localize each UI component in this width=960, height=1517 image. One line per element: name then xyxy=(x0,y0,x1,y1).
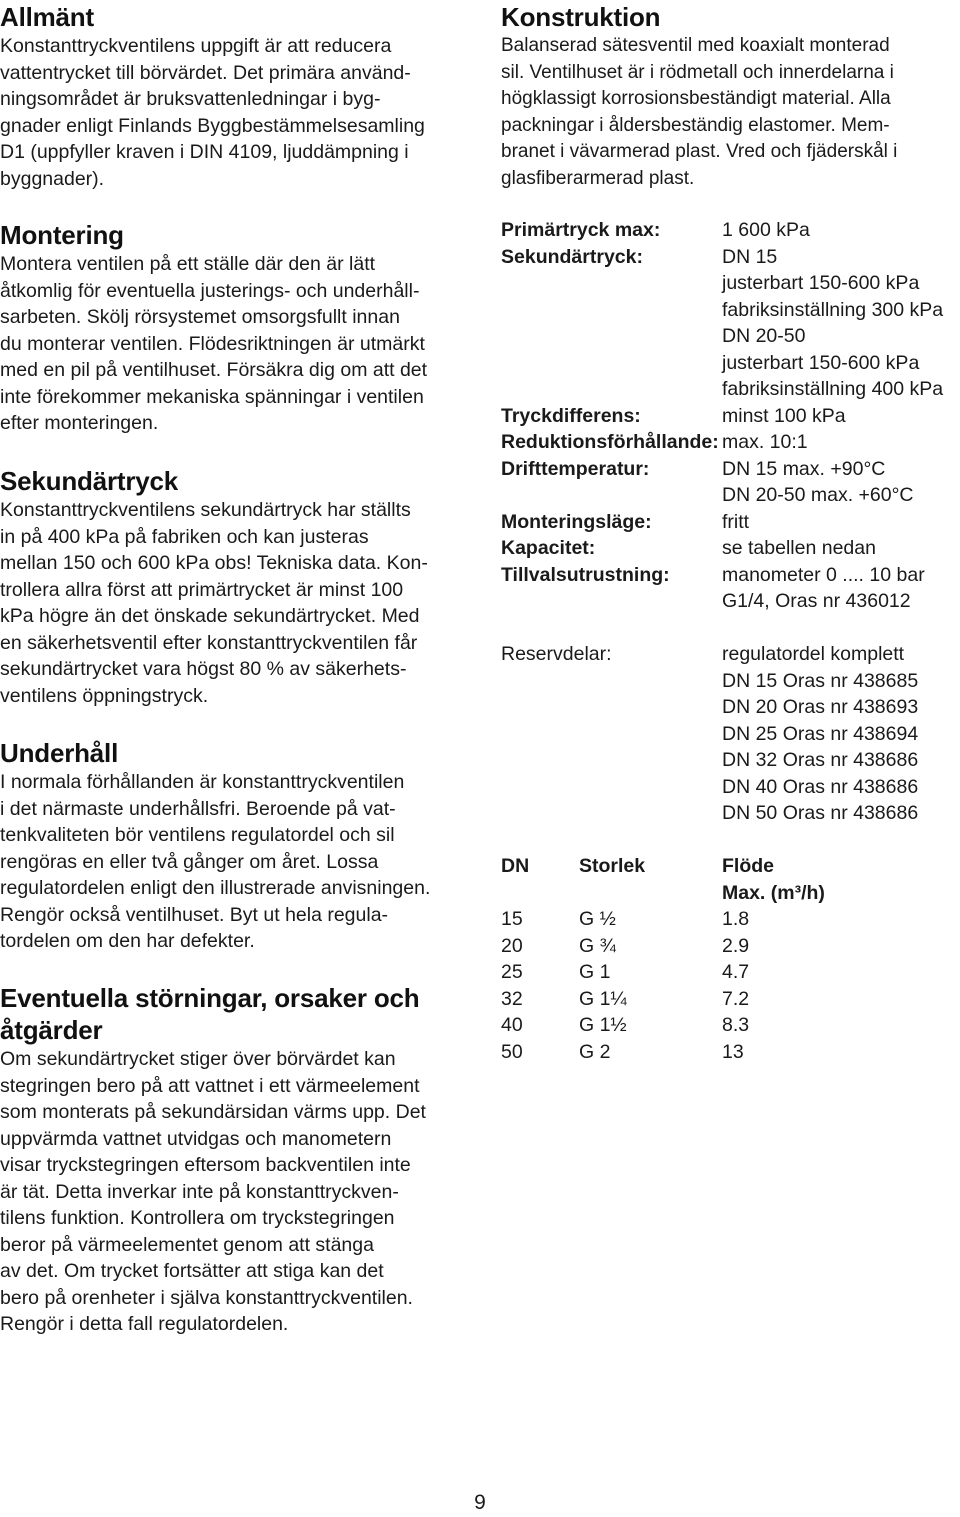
paragraph-montering: Montera ventilen på ett ställe där den är lätt åtkomlig för eventuella justerings- och underhåll- sarbeten. Skölj rörsystemet omsorgsfullt innan du monterar ventilen. Flödesriktningen är utmärkt med en pil på ventilhuset. Försäkra dig om att det inte förekommer mekaniska spänningar i ventilen efter monteringen. xyxy=(0,253,428,434)
table-row xyxy=(501,1039,922,1066)
spec-row-tillvalsutrustning xyxy=(501,562,960,615)
header-flode: Flöde Max. (m³/h) xyxy=(722,855,825,904)
cell-flode: 13 xyxy=(722,1040,744,1063)
flow-table xyxy=(501,853,922,1065)
spec-label: Monteringsläge: xyxy=(501,510,652,533)
heading-sekundartryck: Sekundärtryck xyxy=(0,466,179,496)
paragraph-underhall: I normala förhållanden är konstanttryckventilen i det närmaste underhållsfri. Beroende på vat- tenkvaliteten bör ventilens regulatordel och sil rengöras en eller två gånger om året. Lossa regulatordelen enligt den illustrerade anvisningen. Rengör också ventilhuset. Byt ut hela regula- tordelen om den har defekter. xyxy=(0,771,431,952)
paragraph-storningar: Om sekundärtrycket stiger över börvärdet kan stegringen bero på att vattnet i ett värmeelement som monterats på sekundärsidan värms upp. Det uppvärmda vattnet utvidgas och manometern visar tryckstegringen eftersom backventilen inte är tät. Detta inverkar inte på konstanttryckven- tilens funktion. Kontrollera om tryckstegringen beror på värmeelementet genom att stänga av det. Om trycket fortsätter att stiga kan det bero på orenheter i själva konstanttryckventilen. Rengör i detta fall regulatordelen. xyxy=(0,1048,426,1335)
spec-value: max. 10:1 xyxy=(722,431,808,453)
cell-storlek: G 1¼ xyxy=(579,987,627,1010)
spec-row-drifttemperatur xyxy=(501,456,960,509)
spec-value: manometer 0 .... 10 bar G1/4, Oras nr 436012 xyxy=(722,563,925,612)
cell-flode: 1.8 xyxy=(722,908,750,930)
spec-label: Reservdelar: xyxy=(501,643,612,665)
table-row xyxy=(501,1012,922,1039)
spec-row-kapacitet xyxy=(501,535,960,562)
spec-row-primartryck xyxy=(501,217,960,244)
spacer xyxy=(501,615,960,642)
cell-dn: 20 xyxy=(501,934,523,957)
spec-value: 1 600 kPa xyxy=(722,219,810,241)
spec-row-tryckdifferens xyxy=(501,403,960,430)
paragraph-allmant: Konstanttryckventilens uppgift är att reducera vattentrycket till börvärdet. Det primära använd- ningsområdet är bruksvattenledningar i byg- gnader enligt Finlands Byggbestämmelsesamling D1 (uppfyller kraven i DIN 4109, ljuddämpning i byggnader). xyxy=(0,35,425,190)
spec-label: Reduktionsförhållande: xyxy=(501,431,719,453)
cell-dn: 15 xyxy=(501,908,523,930)
section-underhall xyxy=(0,737,430,955)
heading-montering: Montering xyxy=(0,220,124,250)
table-row xyxy=(501,959,922,986)
spec-value: se tabellen nedan xyxy=(722,537,876,559)
section-storningar xyxy=(0,982,426,1338)
spec-value: regulatordel komplett DN 15 Oras nr 438685 DN 20 Oras nr 438693 DN 25 Oras nr 438694 DN 32 Oras nr 438686 DN 40 Oras nr 438686 DN 50 Oras nr 438686 xyxy=(722,643,919,824)
cell-flode: 8.3 xyxy=(722,1014,750,1036)
spec-value: minst 100 kPa xyxy=(722,404,846,427)
spec-row-monteringslage xyxy=(501,509,960,536)
cell-storlek: G ½ xyxy=(579,908,616,930)
spec-row-sekundartryck xyxy=(501,244,960,403)
cell-dn: 50 xyxy=(501,1040,523,1063)
cell-storlek: G 2 xyxy=(579,1040,611,1063)
heading-storningar xyxy=(0,982,426,1046)
cell-storlek: G ¾ xyxy=(579,934,616,957)
page-number: 9 xyxy=(474,1491,486,1514)
spec-table xyxy=(501,217,960,827)
spec-label: Kapacitet: xyxy=(501,537,596,559)
paragraph-sekundartryck: Konstanttryckventilens sekundärtryck har ställts in på 400 kPa på fabriken och kan justeras mellan 150 och 600 kPa obs! Tekniska data. Kon- trollera allra först att primärtrycket är minst 100 kPa högre än det önskade sekundärtrycket. Med en säkerhetsventil efter konstanttryckventilen får sekundärtrycket vara högst 80 % av säkerhets- ventilens öppningstryck. xyxy=(0,499,428,707)
section-sekundartryck xyxy=(0,465,428,709)
spec-value: fritt xyxy=(722,510,750,533)
cell-flode: 4.7 xyxy=(722,961,750,983)
spec-value: DN 15 max. +90°C DN 20-50 max. +60°C xyxy=(722,457,914,506)
cell-dn: 40 xyxy=(501,1014,523,1036)
spec-label: Drifttemperatur: xyxy=(501,457,650,480)
flow-table-header xyxy=(501,853,922,906)
cell-flode: 2.9 xyxy=(722,934,750,957)
cell-dn: 32 xyxy=(501,987,523,1010)
heading-storningar-line2: åtgärder xyxy=(0,1015,103,1045)
heading-storningar-line1: Eventuella störningar, orsaker och xyxy=(0,983,420,1013)
section-montering xyxy=(0,219,427,437)
section-allmant xyxy=(0,1,425,192)
spec-label: Sekundärtryck: xyxy=(501,245,643,268)
spec-value: DN 15 justerbart 150-600 kPa fabriksinställning 300 kPa DN 20-50 justerbart 150-600 kPa fabriksinställning 400 kPa xyxy=(722,245,944,400)
spec-label: Primärtryck max: xyxy=(501,219,661,241)
header-dn: DN xyxy=(501,855,530,877)
table-row xyxy=(501,933,922,960)
spec-label: Tillvalsutrustning: xyxy=(501,563,670,586)
spec-row-reservdelar xyxy=(501,641,960,827)
table-row xyxy=(501,986,922,1013)
cell-storlek: G 1 xyxy=(579,961,611,983)
spec-label: Tryckdifferens: xyxy=(501,404,641,427)
section-konstruktion xyxy=(501,1,897,192)
cell-flode: 7.2 xyxy=(722,987,750,1010)
paragraph-konstruktion: Balanserad sätesventil med koaxialt monterad sil. Ventilhuset är i rödmetall och innerdelarna i högklassigt korrosionsbeständigt material. Alla packningar i åldersbeständig elastomer. Mem- branet i vävarmerad plast. Vred och fjäderskål i glasfiberarmerad plast. xyxy=(501,35,898,189)
table-row xyxy=(501,906,922,933)
heading-konstruktion: Konstruktion xyxy=(501,2,661,32)
cell-storlek: G 1½ xyxy=(579,1014,627,1036)
cell-dn: 25 xyxy=(501,961,523,983)
heading-allmant: Allmänt xyxy=(0,2,94,32)
header-storlek: Storlek xyxy=(579,855,646,877)
spec-row-reduktionsforhallande xyxy=(501,429,960,456)
heading-underhall: Underhåll xyxy=(0,738,119,768)
